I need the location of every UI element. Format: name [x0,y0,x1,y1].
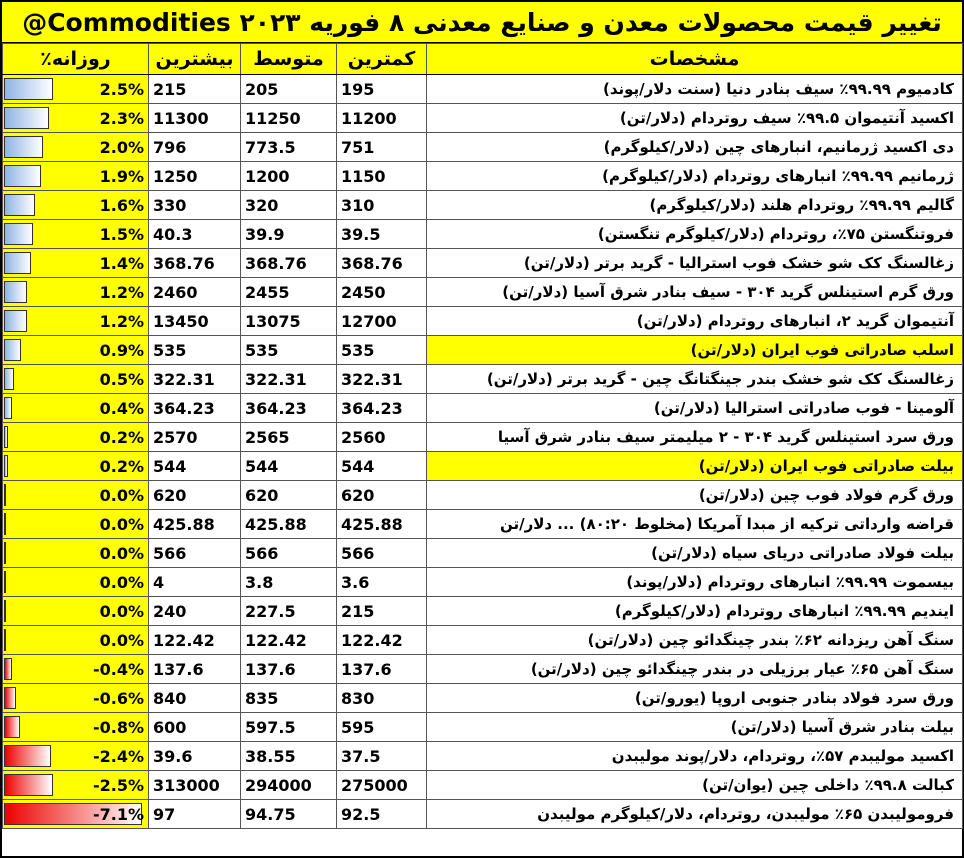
max-cell: 600 [149,713,241,742]
change-data-bar [4,484,6,506]
change-value: 1.9% [99,166,144,186]
change-value: 2.0% [99,137,144,157]
table-row [3,481,963,510]
change-value: 0.0% [99,514,144,534]
table-row [3,104,963,133]
change-data-bar [4,281,27,303]
avg-cell: 2455 [241,278,337,307]
table-row [3,742,963,771]
table-row [3,800,963,829]
change-value: 0.2% [99,456,144,476]
max-cell: 330 [149,191,241,220]
max-cell: 796 [149,133,241,162]
min-cell: 39.5 [337,220,427,249]
spec-cell: بیلت بنادر شرق آسیا (دلار/تن) [427,713,963,742]
min-cell: 322.31 [337,365,427,394]
max-cell: 1250 [149,162,241,191]
change-value: 0.2% [99,427,144,447]
change-cell [3,568,149,597]
avg-cell: 620 [241,481,337,510]
avg-cell: 368.76 [241,249,337,278]
change-cell [3,684,149,713]
spec-cell: سنگ آهن ۶۵٪ عیار برزیلی در بندر چینگدائو چین (دلار/تن) [427,655,963,684]
sheet-title [2,2,962,43]
table-row [3,162,963,191]
change-value: 1.6% [99,195,144,215]
change-value: 1.2% [99,282,144,302]
avg-cell: 205 [241,75,337,104]
change-cell [3,539,149,568]
change-value: 0.4% [99,398,144,418]
min-cell: 830 [337,684,427,713]
table-row [3,133,963,162]
table-row [3,423,963,452]
min-cell: 620 [337,481,427,510]
change-data-bar [4,658,12,680]
spec-cell: بیلت صادراتی فوب ایران (دلار/تن) [427,452,963,481]
change-cell [3,771,149,800]
change-value: 1.2% [99,311,144,331]
change-value: -2.5% [92,775,144,795]
max-cell: 368.76 [149,249,241,278]
col-header-change: روزانه٪ [3,44,149,75]
change-cell [3,104,149,133]
max-cell: 11300 [149,104,241,133]
change-data-bar [4,78,53,100]
min-cell: 2450 [337,278,427,307]
change-value: 1.5% [99,224,144,244]
change-data-bar [4,426,8,448]
spec-cell: سنگ آهن ریزدانه ۶۲٪ بندر چینگدائو چین (دلار/تن) [427,626,963,655]
table-row [3,510,963,539]
change-data-bar [4,745,51,767]
spec-cell: ورق سرد فولاد بنادر جنوبی اروپا (یورو/تن) [427,684,963,713]
change-cell [3,481,149,510]
max-cell: 4 [149,568,241,597]
header-row [3,44,963,75]
table-row [3,452,963,481]
min-cell: 137.6 [337,655,427,684]
max-cell: 566 [149,539,241,568]
change-cell [3,307,149,336]
spec-cell: فروتنگستن ۷۵٪، روتردام (دلار/کیلوگرم تنگستن) [427,220,963,249]
change-data-bar [4,687,16,709]
table-row [3,75,963,104]
table-row [3,278,963,307]
change-value: -2.4% [92,746,144,766]
change-value: 0.0% [99,572,144,592]
spec-cell: زغالسنگ کک شو خشک فوب استرالیا - گرید برتر (دلار/تن) [427,249,963,278]
max-cell: 122.42 [149,626,241,655]
min-cell: 368.76 [337,249,427,278]
change-data-bar [4,368,14,390]
min-cell: 37.5 [337,742,427,771]
change-cell [3,336,149,365]
table-row [3,191,963,220]
max-cell: 364.23 [149,394,241,423]
change-data-bar [4,455,8,477]
change-value: 2.3% [99,108,144,128]
col-header-spec: مشخصات [427,44,963,75]
avg-cell: 566 [241,539,337,568]
change-data-bar [4,107,49,129]
change-cell [3,655,149,684]
avg-cell: 2565 [241,423,337,452]
change-data-bar [4,165,41,187]
max-cell: 39.6 [149,742,241,771]
change-cell [3,191,149,220]
table-row [3,568,963,597]
spec-cell: کبالت ۹۹.۸٪ داخلی چین (یوان/تن) [427,771,963,800]
change-cell [3,713,149,742]
avg-cell: 294000 [241,771,337,800]
avg-cell: 320 [241,191,337,220]
min-cell: 425.88 [337,510,427,539]
change-data-bar [4,629,6,651]
change-data-bar [4,310,27,332]
spec-cell: ورق گرم فولاد فوب چین (دلار/تن) [427,481,963,510]
table-row [3,336,963,365]
change-data-bar [4,136,43,158]
col-header-min: کمترین [337,44,427,75]
spec-cell: فرومولیبدن ۶۵٪ مولیبدن، روتردام، دلار/کیلوگرم مولیبدن [427,800,963,829]
avg-cell: 13075 [241,307,337,336]
min-cell: 310 [337,191,427,220]
avg-cell: 425.88 [241,510,337,539]
spec-cell: اسلب صادراتی فوب ایران (دلار/تن) [427,336,963,365]
spec-cell: گالیم ۹۹.۹۹٪ روتردام هلند (دلار/کیلوگرم) [427,191,963,220]
max-cell: 544 [149,452,241,481]
table-row [3,307,963,336]
spec-cell: اکسید مولیبدم ۵۷٪، روتردام، دلار/پوند مولیبدن [427,742,963,771]
change-cell [3,75,149,104]
max-cell: 322.31 [149,365,241,394]
max-cell: 2570 [149,423,241,452]
change-value: -7.1% [92,804,144,824]
change-cell [3,452,149,481]
min-cell: 122.42 [337,626,427,655]
spec-cell: زغالسنگ کک شو خشک بندر جینگتانگ چین - گرید برتر (دلار/تن) [427,365,963,394]
min-cell: 215 [337,597,427,626]
max-cell: 425.88 [149,510,241,539]
spec-cell: اکسید آنتیموان ۹۹.۵٪ سیف روتردام (دلار/تن) [427,104,963,133]
max-cell: 313000 [149,771,241,800]
avg-cell: 137.6 [241,655,337,684]
change-cell [3,510,149,539]
table-row [3,771,963,800]
avg-cell: 11250 [241,104,337,133]
min-cell: 751 [337,133,427,162]
change-cell [3,133,149,162]
max-cell: 215 [149,75,241,104]
table-row [3,394,963,423]
avg-cell: 322.31 [241,365,337,394]
change-value: 0.0% [99,485,144,505]
avg-cell: 835 [241,684,337,713]
change-cell [3,162,149,191]
change-data-bar [4,223,33,245]
change-data-bar [4,542,6,564]
change-cell [3,278,149,307]
spec-cell: آنتیموان گرید ۲، انبارهای روتردام (دلار/تن) [427,307,963,336]
change-value: -0.6% [92,688,144,708]
table-row [3,626,963,655]
max-cell: 2460 [149,278,241,307]
change-value: 1.4% [99,253,144,273]
avg-cell: 773.5 [241,133,337,162]
min-cell: 595 [337,713,427,742]
max-cell: 240 [149,597,241,626]
avg-cell: 535 [241,336,337,365]
spec-cell: آلومینا - فوب صادراتی استرالیا (دلار/تن) [427,394,963,423]
change-value: 2.5% [99,79,144,99]
change-data-bar [4,716,20,738]
min-cell: 566 [337,539,427,568]
max-cell: 97 [149,800,241,829]
change-cell [3,800,149,829]
min-cell: 12700 [337,307,427,336]
table-row [3,365,963,394]
col-header-max: بیشترین [149,44,241,75]
change-cell [3,423,149,452]
min-cell: 11200 [337,104,427,133]
avg-cell: 227.5 [241,597,337,626]
table-row [3,684,963,713]
min-cell: 92.5 [337,800,427,829]
max-cell: 40.3 [149,220,241,249]
change-cell [3,365,149,394]
change-value: -0.8% [92,717,144,737]
avg-cell: 3.8 [241,568,337,597]
table-body [3,75,963,829]
table-row [3,249,963,278]
change-cell [3,220,149,249]
max-cell: 137.6 [149,655,241,684]
table-row [3,220,963,249]
change-data-bar [4,774,53,796]
change-value: 0.5% [99,369,144,389]
avg-cell: 39.9 [241,220,337,249]
min-cell: 195 [337,75,427,104]
spec-cell: ورق گرم استینلس گرید ۳۰۴ - سیف بنادر شرق آسیا (دلار/تن) [427,278,963,307]
col-header-avg: متوسط [241,44,337,75]
table-row [3,655,963,684]
max-cell: 840 [149,684,241,713]
min-cell: 3.6 [337,568,427,597]
avg-cell: 38.55 [241,742,337,771]
change-value: 0.0% [99,601,144,621]
min-cell: 275000 [337,771,427,800]
change-data-bar [4,600,6,622]
spec-cell: بیسموت ۹۹.۹۹٪ انبارهای روتردام (دلار/پوند) [427,568,963,597]
table-row [3,539,963,568]
title-text: تغییر قیمت محصولات معدن و صنایع معدنی ۸ فوریه ۲۰۲۳ Commodities@ [22,7,942,37]
spec-cell: ژرمانیم ۹۹.۹۹٪ انبارهای روتردام (دلار/کیلوگرم) [427,162,963,191]
avg-cell: 94.75 [241,800,337,829]
min-cell: 544 [337,452,427,481]
price-table [2,43,963,829]
change-cell [3,394,149,423]
avg-cell: 364.23 [241,394,337,423]
min-cell: 364.23 [337,394,427,423]
change-cell [3,626,149,655]
spec-cell: کادمیوم ۹۹.۹۹٪ سیف بنادر دنیا (سنت دلار/پوند) [427,75,963,104]
max-cell: 13450 [149,307,241,336]
change-data-bar [4,571,6,593]
avg-cell: 597.5 [241,713,337,742]
change-data-bar [4,513,6,535]
change-data-bar [4,194,35,216]
change-data-bar [4,397,12,419]
change-value: -0.4% [92,659,144,679]
spec-cell: ایندیم ۹۹.۹۹٪ انبارهای روتردام (دلار/کیلوگرم) [427,597,963,626]
min-cell: 535 [337,336,427,365]
table-row [3,597,963,626]
spec-cell: قراضه وارداتی ترکیه از مبدا آمریکا (مخلوط ۸۰:۲۰) ... دلار/تن [427,510,963,539]
change-value: 0.0% [99,543,144,563]
avg-cell: 1200 [241,162,337,191]
max-cell: 620 [149,481,241,510]
spec-cell: دی اکسید ژرمانیم، انبارهای چین (دلار/کیلوگرم) [427,133,963,162]
avg-cell: 122.42 [241,626,337,655]
min-cell: 2560 [337,423,427,452]
change-cell [3,742,149,771]
min-cell: 1150 [337,162,427,191]
change-cell [3,249,149,278]
change-cell [3,597,149,626]
change-value: 0.9% [99,340,144,360]
change-data-bar [4,339,21,361]
spec-cell: ورق سرد استینلس گرید ۳۰۴ - ۲ میلیمتر سیف بنادر شرق آسیا [427,423,963,452]
max-cell: 535 [149,336,241,365]
table-row [3,713,963,742]
change-value: 0.0% [99,630,144,650]
spec-cell: بیلت فولاد صادراتی دریای سیاه (دلار/تن) [427,539,963,568]
change-data-bar [4,252,31,274]
avg-cell: 544 [241,452,337,481]
